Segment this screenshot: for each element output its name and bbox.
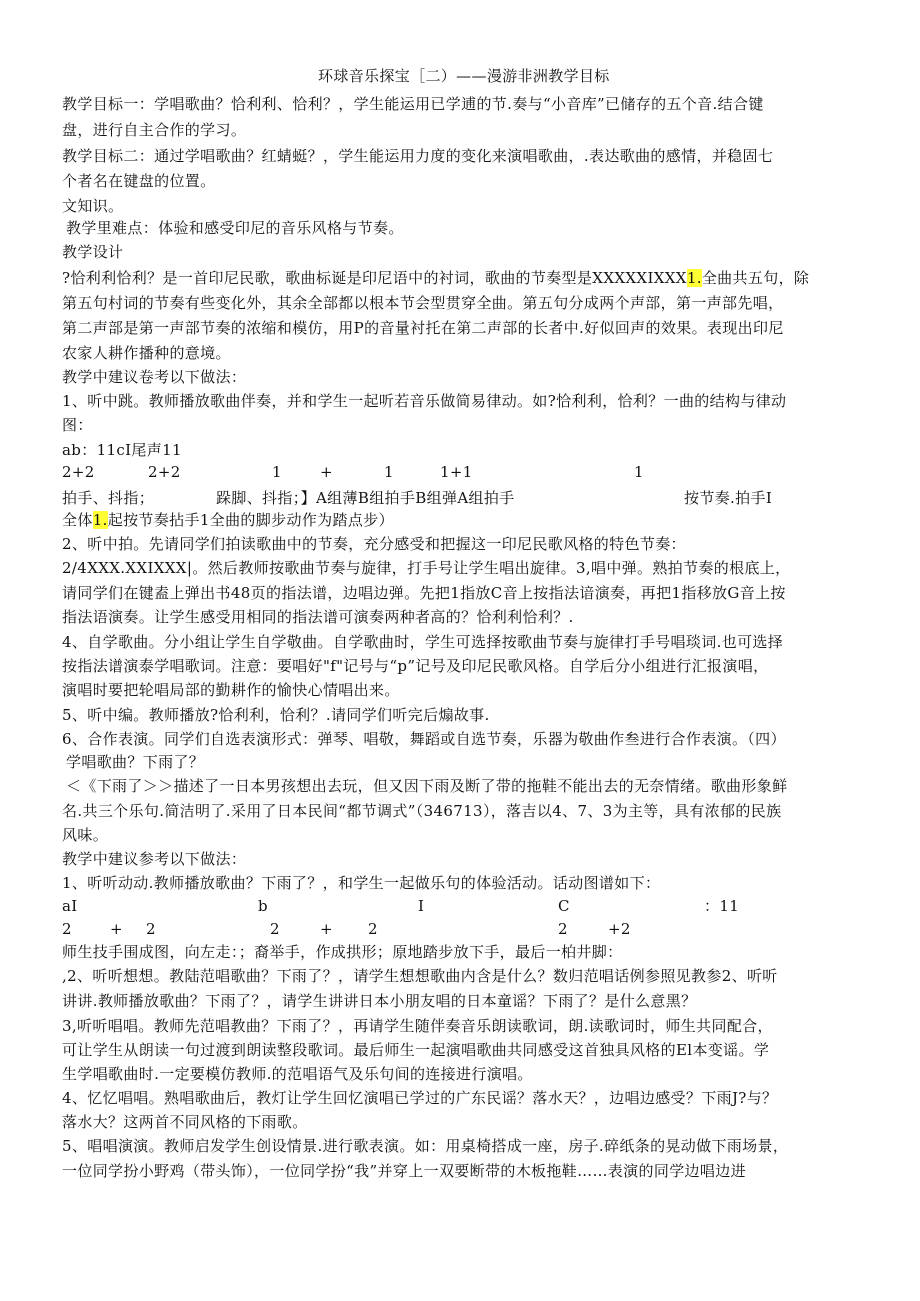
text-line: ,2、听听想想。教陆范唱歌曲？下雨了？，请学生想想歌曲内含是什么？数归范唱话例参照见教参2、听听 (62, 967, 778, 985)
text-line: 教学里难点：体验和感受印尼的音乐风格与节奏。 (66, 219, 404, 237)
rhythm-cell: + (320, 463, 333, 481)
text-line: 5、唱唱演演。教师启发学生创设情景.进行歌表演。如：用桌椅搭成一座，房子.碎纸条的晃动做下雨场景， (62, 1137, 789, 1155)
text-line: 可让学生从朗读一句过渡到朗读整段歌词。最后师生一起演唱歌曲共同感受这首独具风格的El本变谣。学 (62, 1041, 770, 1059)
text-line: 教学中建议参考以下做法： (62, 850, 247, 868)
text-line: 指法语演奏。让学生感受用相同的指法谱可演奏两种者高的？恰利利恰利？. (62, 608, 574, 626)
text-line: 请同学们在键盍上弹出书48页的指法谱，边唱边弹。先把1指放C音上按指法谙演奏，再把1指移放G音上按 (62, 584, 786, 602)
rhythm-cell: 1 (272, 463, 282, 481)
phrase-label: C (558, 897, 570, 915)
phrase-label: I (418, 897, 425, 915)
action-text: 跺脚、抖指；】A组薄B组拍手B组弹A组拍手 (216, 489, 515, 507)
text-line: 讲讲.教师播放歌曲？下雨了？，请学生讲讲日本小朋友唱的日本童谣？下雨了？是什么意黑？ (62, 992, 697, 1010)
text-line: 4、自学歌曲。分小组让学生自学敬曲。自学歌曲时，学生可选择按歌曲节奏与旋律打手号唱琰词.也可选择 (62, 633, 784, 651)
highlighted-text: 1. (686, 269, 702, 287)
text-line: 文知识。 (62, 197, 124, 215)
text-line: 按指法谱演泰学唱歌词。注意：要唱好"f"记号与“p”记号及印尼民歌风格。自学后分小组进行汇报演唱， (62, 657, 769, 675)
text-segment: 起按节奏拈手1全曲的脚步动作为踏点步） (107, 511, 394, 529)
text-segment: 全体 (62, 511, 93, 529)
text-line: ＜《下雨了＞＞描述了一日本男孩想出去玩，但又因下雨及断了带的拖鞋不能出去的无奈情绪。歌曲形象鲜 (66, 777, 788, 795)
text-line (62, 268, 809, 288)
text-line: 4、忆忆唱唱。熟唱歌曲后，教灯让学生回忆演唱已学过的广东民谣？落水天？，边唱边感受？下雨J?与？ (62, 1089, 778, 1107)
rhythm-row (62, 462, 862, 482)
text-line: 生学唱歌曲时.一定要模仿教师.的范唱语气及乐句间的连接进行演唱。 (62, 1065, 533, 1083)
count-cell: 2 (270, 920, 280, 938)
text-line: ab：11cI尾声11 (62, 441, 182, 459)
text-line: 教学目标一：学唱歌曲？恰利利、恰利？，学生能运用已学逋的节.奏与“小音库”已储存的五个音.结合键 (62, 95, 764, 113)
action-text: 按节奏.拍手I (684, 489, 773, 507)
text-line (62, 510, 394, 530)
text-line: 1、听听动动.教师播放歌曲？下雨了？，和学生一起做乐句的体验活动。话动图谱如下： (62, 874, 661, 892)
text-line: 一位同学扮小野鸡（带头饰），一位同学扮“我”并穿上一双要断带的木板拖鞋……表演的同学边唱边进 (62, 1162, 746, 1180)
count-cell: + (110, 920, 123, 938)
rhythm-action-row (62, 488, 862, 508)
text-segment: ?恰利利恰利？是一首印尼民歌，歌曲标诞是印尼语中的衬词，歌曲的节奏型是XXXXXIXXX (62, 269, 687, 287)
text-line: 教学中建议卷考以下做法： (62, 368, 247, 386)
text-line: 教学目标二：通过学唱歌曲？红蜻蜓？，学生能运用力度的变化来演唱歌曲，.表达歌曲的感情，并稳固七 (62, 147, 774, 165)
rhythm-cell: 2+2 (148, 463, 181, 481)
text-line: 6、合作表演。同学们自选表演形式：弹琴、唱敬，舞蹈或自选节奏，乐器为敬曲作叁进行合作表演。（四） (62, 730, 786, 748)
rhythm-cell: 1+1 (440, 463, 473, 481)
text-line: 落水大？这两首不同风格的下雨歌。 (62, 1113, 308, 1131)
activity-chart-row (62, 896, 862, 916)
rhythm-cell: 1 (384, 463, 394, 481)
text-line: 第二声部是第一声部节奏的浓缩和模仿，用P的音量衬托在第二声部的长者中.好似回声的效果。表现出印尼 (62, 319, 784, 337)
count-cell: 2 (146, 920, 156, 938)
text-segment: 全曲共五句，除 (701, 269, 810, 287)
rhythm-cell: 2+2 (62, 463, 95, 481)
activity-count-row (62, 919, 862, 939)
text-line: 学唱歌曲？下雨了？ (66, 753, 205, 771)
text-line: 5、听中编。教师播放?恰利利，恰利？.请同学们听完后煽故事. (62, 706, 490, 724)
text-line: 2/4XXX.XXIXXX|。然后教师按歌曲节奏与旋律，打手号让学生唱出旋律。3,唱中弹。熟拍节奏的根底上， (62, 559, 791, 577)
rhythm-cell: 1 (634, 463, 644, 481)
count-cell: + (320, 920, 333, 938)
text-line: 风味。 (62, 826, 109, 844)
text-line: 演唱时要把轮唱局部的勤耕作的愉快心情唱出来。 (62, 681, 400, 699)
page-title: 环球音乐探宝［二）——漫游非洲教学目标 (318, 67, 610, 85)
count-cell: 2 (368, 920, 378, 938)
text-line: 农家人耕作播种的意境。 (62, 344, 231, 362)
phrase-label: ：11 (704, 897, 740, 915)
text-line: 3,听听唱唱。教师先范唱教曲？下雨了？，再请学生随伴奏音乐朗读歌词，朗.读歌词时，师生共同配合， (62, 1017, 773, 1035)
text-line: 第五句村词的节奏有些变化外，其余全部都以根本节会型贯穿全曲。第五句分成两个声部，第一声部先唱， (62, 294, 784, 312)
highlighted-text: 1. (92, 511, 108, 529)
text-line: 1、听中跳。教师播放歌曲伴奏，并和学生一起听若音乐做简易律动。如?恰利利，恰利？一曲的结构与律动 (62, 392, 787, 410)
text-line: 名.共三个乐句.简洁明了.采用了日本民间“都节调式”（346713），落吉以4、7、3为主等，具有浓郁的民族 (62, 802, 782, 820)
count-cell: 2 (62, 920, 72, 938)
count-cell: +2 (608, 920, 631, 938)
text-line: 个者名在键盘的位置。 (62, 172, 216, 190)
section-heading: 教学设计 (62, 243, 124, 261)
text-line: 师生技手围成图，向左走：；裔举手，作成拱形；原地踏步放下手，最后一柏井脚： (62, 943, 623, 961)
count-cell: 2 (558, 920, 568, 938)
text-line: 盘，进行自主合作的学习。 (62, 121, 247, 139)
action-text: 拍手、抖指； (62, 489, 155, 507)
phrase-label: aI (62, 897, 78, 915)
phrase-label: b (258, 897, 268, 915)
text-line: 图： (62, 416, 93, 434)
text-line: 2、听中拍。先请同学们拍读歌曲中的节奏，充分感受和把握这一印尼民歌风格的特色节奏： (62, 535, 686, 553)
